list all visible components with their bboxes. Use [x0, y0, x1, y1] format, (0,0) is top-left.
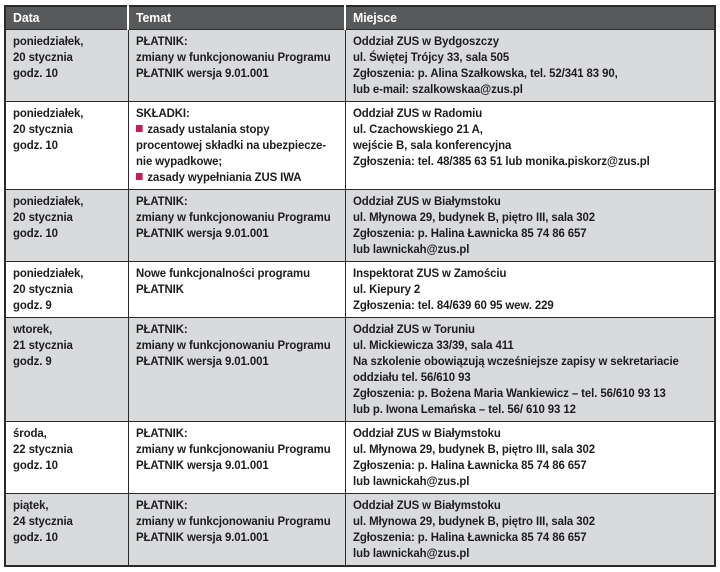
place-line: ul. Młynowa 29, budynek B, piętro III, sala 302: [352, 442, 595, 456]
place-line: oddziału tel. 56/610 93: [352, 370, 471, 384]
place-line: ul. Świętej Trójcy 33, sala 505: [352, 50, 509, 64]
topic-line-text: PŁATNIK wersja 9.01.001: [135, 66, 269, 80]
date-line: godz. 10: [13, 138, 58, 152]
place-line: ul. Kiepury 2: [352, 282, 420, 296]
topic-line: [136, 65, 328, 81]
topic-line-text: PŁATNIK: [135, 282, 184, 296]
place-line: Zgłoszenia: p. Bożena Maria Wankiewicz – tel. 56/610 93 13: [352, 386, 666, 400]
topic-line-text: PŁATNIK wersja 9.01.001: [135, 458, 269, 472]
topic-line: [136, 137, 328, 153]
topic-line-text: zmiany w funkcjonowaniu Programu: [135, 442, 331, 456]
date-line: 20 stycznia: [13, 50, 73, 64]
place-line: Zgłoszenia: tel. 48/385 63 51 lub monika.piskorz@zus.pl: [352, 154, 650, 168]
date-line: 20 stycznia: [13, 210, 73, 224]
topic-line-text: PŁATNIK:: [135, 426, 188, 440]
place-line: ul. Czachowskiego 21 A,: [352, 122, 483, 136]
topic-line-text: PŁATNIK wersja 9.01.001: [135, 226, 269, 240]
topic-cell: [128, 318, 345, 422]
topic-line-text: PŁATNIK:: [135, 34, 188, 48]
topic-cell: [128, 262, 345, 318]
table-row: [5, 318, 715, 422]
topic-line: [136, 457, 328, 473]
topic-line: [136, 265, 328, 281]
place-cell: [345, 30, 715, 102]
date-line: godz. 9: [13, 298, 52, 312]
place-line: Zgłoszenia: p. Halina Ławnicka 85 74 86 657: [352, 530, 587, 544]
place-line: Zgłoszenia: p. Halina Ławnicka 85 74 86 657: [352, 226, 587, 240]
topic-line-text: nie wypadkowe;: [135, 154, 222, 168]
date-line: godz. 10: [13, 66, 58, 80]
topic-line-text: Nowe funkcjonalności programu: [135, 266, 310, 280]
topic-line: [135, 337, 331, 353]
date-line: 21 stycznia: [13, 338, 73, 352]
column-header-label: Miejsce: [353, 10, 397, 25]
place-cell: [345, 262, 715, 318]
bullet-square-icon: [136, 125, 143, 132]
topic-line-text: SKŁADKI:: [135, 106, 190, 120]
column-header-temat: [128, 6, 345, 30]
place-cell: [345, 190, 715, 262]
date-line: godz. 10: [13, 226, 58, 240]
table-row: [5, 494, 715, 567]
date-cell: [5, 262, 128, 318]
place-line: wejście B, sala konferencyjna: [352, 138, 511, 152]
date-cell: [5, 318, 128, 422]
date-cell: [5, 30, 128, 102]
topic-line: [135, 209, 331, 225]
topic-line: [136, 425, 328, 441]
topic-line-text: zmiany w funkcjonowaniu Programu: [135, 210, 331, 224]
topic-line: [136, 193, 328, 209]
table-row: [5, 30, 715, 102]
place-cell: [345, 318, 715, 422]
date-line: 20 stycznia: [13, 282, 73, 296]
date-line: godz. 10: [13, 530, 58, 544]
place-line: Zgłoszenia: p. Halina Ławnicka 85 74 86 657: [352, 458, 587, 472]
place-line: ul. Młynowa 29, budynek B, piętro III, sala 302: [352, 514, 595, 528]
topic-cell: [128, 190, 345, 262]
place-line: Inspektorat ZUS w Zamościu: [352, 266, 506, 280]
date-line: 22 stycznia: [13, 442, 73, 456]
date-line: środa,: [13, 426, 47, 440]
date-line: wtorek,: [13, 322, 53, 336]
table-row: [5, 422, 715, 494]
date-line: poniedziałek,: [13, 194, 84, 208]
topic-line-text: zasady ustalania stopy: [146, 122, 270, 136]
place-line: ul. Młynowa 29, budynek B, piętro III, sala 302: [352, 210, 595, 224]
topic-line: [135, 513, 331, 529]
topic-line-text: PŁATNIK wersja 9.01.001: [135, 354, 269, 368]
topic-line: [136, 33, 328, 49]
topic-line: [136, 169, 328, 185]
date-cell: [5, 102, 128, 190]
topic-line: [136, 121, 328, 137]
place-line: lub p. Iwona Lemańska – tel. 56/ 610 93 12: [352, 402, 576, 416]
topic-line: [136, 497, 328, 513]
column-header-miejsce: [345, 6, 715, 30]
place-line: lub lawnickah@zus.pl: [352, 242, 469, 256]
date-cell: [5, 494, 128, 567]
topic-cell: [128, 422, 345, 494]
topic-line-text: zmiany w funkcjonowaniu Programu: [135, 514, 331, 528]
topic-line: [136, 529, 328, 545]
place-line: lub e-mail: szalkowskaa@zus.pl: [352, 82, 523, 96]
place-line: Zgłoszenia: p. Alina Szałkowska, tel. 52/341 83 90,: [352, 66, 618, 80]
table-row: [5, 102, 715, 190]
column-header-label: Temat: [136, 10, 171, 25]
topic-line-text: PŁATNIK:: [135, 194, 188, 208]
date-cell: [5, 190, 128, 262]
date-line: godz. 9: [13, 354, 52, 368]
place-cell: [345, 102, 715, 190]
place-line: Oddział ZUS w Radomiu: [352, 106, 482, 120]
place-line: Oddział ZUS w Toruniu: [352, 322, 475, 336]
place-cell: [345, 422, 715, 494]
bullet-square-icon: [136, 173, 143, 180]
column-header-label: Data: [13, 10, 40, 25]
topic-line: [136, 281, 328, 297]
topic-cell: [128, 494, 345, 567]
topic-line: [136, 353, 328, 369]
place-cell: [345, 494, 715, 567]
table-row: [5, 190, 715, 262]
topic-line: [135, 49, 331, 65]
topic-line: [136, 321, 328, 337]
topic-line-text: zmiany w funkcjonowaniu Programu: [135, 338, 331, 352]
date-line: piątek,: [13, 498, 49, 512]
date-line: 24 stycznia: [13, 514, 73, 528]
topic-line: [136, 153, 328, 169]
column-header-data: [5, 6, 128, 30]
place-line: Oddział ZUS w Bydgoszczy: [352, 34, 499, 48]
topic-line-text: zasady wypełniania ZUS IWA: [146, 170, 301, 184]
topic-line: [136, 225, 328, 241]
date-line: 20 stycznia: [13, 122, 73, 136]
date-line: godz. 10: [13, 458, 58, 472]
place-line: Zgłoszenia: tel. 84/639 60 95 wew. 229: [352, 298, 554, 312]
topic-line: [136, 105, 328, 121]
date-line: poniedziałek,: [13, 34, 84, 48]
place-line: Na szkolenie obowiązują wcześniejsze zapisy w sekretariacie: [352, 354, 679, 368]
schedule-table: [4, 5, 716, 567]
topic-line-text: zmiany w funkcjonowaniu Programu: [135, 50, 331, 64]
date-line: poniedziałek,: [13, 266, 84, 280]
place-line: Oddział ZUS w Białymstoku: [352, 194, 501, 208]
topic-line-text: PŁATNIK wersja 9.01.001: [135, 530, 269, 544]
table-header-row: [5, 6, 715, 30]
topic-line: [135, 441, 331, 457]
topic-line-text: PŁATNIK:: [135, 498, 188, 512]
topic-line-text: PŁATNIK:: [135, 322, 188, 336]
topic-line-text: procentowej składki na ubezpiecze-: [135, 138, 326, 152]
topic-cell: [128, 102, 345, 190]
place-line: Oddział ZUS w Białymstoku: [352, 426, 501, 440]
place-line: ul. Mickiewicza 33/39, sala 411: [352, 338, 514, 352]
place-line: lub lawnickah@zus.pl: [352, 474, 469, 488]
schedule-table-body: [5, 30, 715, 567]
place-line: lub lawnickah@zus.pl: [352, 546, 469, 560]
date-cell: [5, 422, 128, 494]
place-line: Oddział ZUS w Białymstoku: [352, 498, 501, 512]
table-row: [5, 262, 715, 318]
topic-cell: [128, 30, 345, 102]
date-line: poniedziałek,: [13, 106, 84, 120]
